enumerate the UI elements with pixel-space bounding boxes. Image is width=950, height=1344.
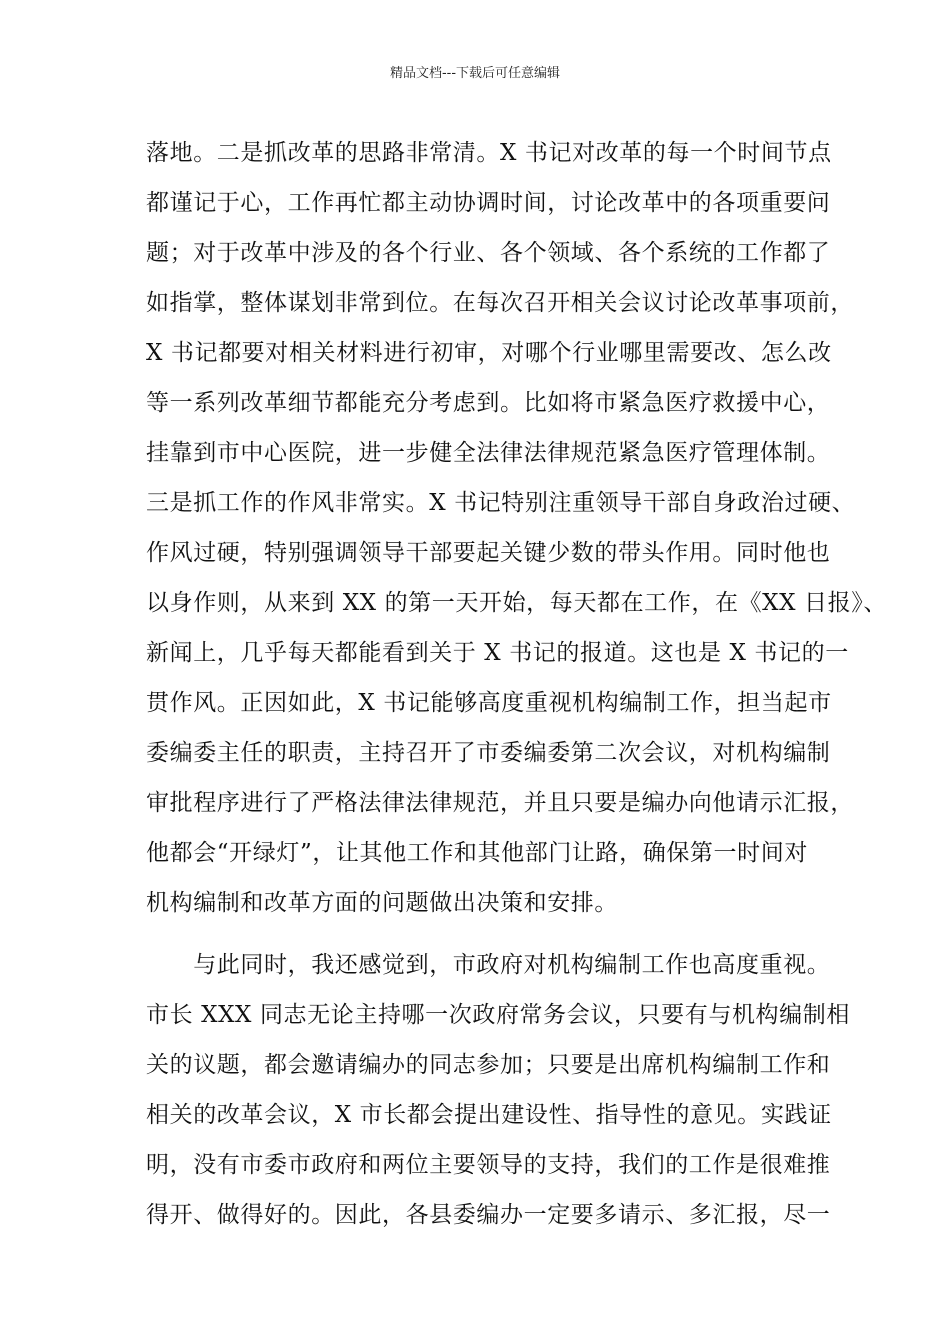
text-line: 题；对于改革中涉及的各个行业、各个领域、各个系统的工作都了 [146,240,831,266]
text-line: 都谨记于心，工作再忙都主动协调时间，讨论改革中的各项重要问 [146,190,831,216]
text-line: 机构编制和改革方面的问题做出决策和安排。 [146,890,618,916]
body-text [146,128,887,1240]
text-line: 审批程序进行了严格法律法律规范，并且只要是编办向他请示汇报， [146,790,854,816]
page-header: 精品文档---下载后可任意编辑 [389,66,561,81]
text-line: 明，没有市委市政府和两位主要领导的支持，我们的工作是很难推 [146,1152,831,1178]
text-line: 挂靠到市中心医院，进一步健全法律法律规范紧急医疗管理体制。 [146,440,831,466]
text-line: 关的议题，都会邀请编办的同志参加；只要是出席机构编制工作和 [146,1052,831,1078]
text-line: 他都会“开绿灯”，让其他工作和其他部门让路，确保第一时间对 [146,840,808,866]
text-line: 得开、做得好的。因此，各县委编办一定要多请示、多汇报，尽一 [146,1202,831,1228]
paragraph-gap [146,928,826,940]
paragraph-2 [146,940,850,1240]
text-line: 三是抓工作的作风非常实。X 书记特别注重领导干部自身政治过硬、 [146,490,856,516]
text-line: 等一系列改革细节都能充分考虑到。比如将市紧急医疗救援中心， [146,390,831,416]
text-line: X 书记都要对相关材料进行初审，对哪个行业哪里需要改、怎么改 [146,340,832,366]
text-line: 以身作则，从来到 XX 的第一天开始，每天都在工作，在《XX 日报》、 [146,590,887,616]
text-line: 委编委主任的职责，主持召开了市委编委第二次会议，对机构编制 [146,740,831,766]
text-line: 与此同时，我还感觉到，市政府对机构编制工作也高度重视。 [146,952,831,978]
text-line: 落地。二是抓改革的思路非常清。X 书记对改革的每一个时间节点 [146,140,832,166]
text-line: 相关的改革会议，X 市长都会提出建设性、指导性的意见。实践证 [146,1102,832,1128]
text-line: 作风过硬，特别强调领导干部要起关键少数的带头作用。同时他也 [146,540,831,566]
paragraph-1 [146,128,887,928]
text-line: 市长 XXX 同志无论主持哪一次政府常务会议，只要有与机构编制相 [146,1002,850,1028]
text-line: 新闻上，几乎每天都能看到关于 X 书记的报道。这也是 X 书记的一 [146,640,849,666]
text-line: 贯作风。正因如此，X 书记能够高度重视机构编制工作，担当起市 [146,690,832,716]
text-line: 如指掌，整体谋划非常到位。在每次召开相关会议讨论改革事项前， [146,290,854,316]
